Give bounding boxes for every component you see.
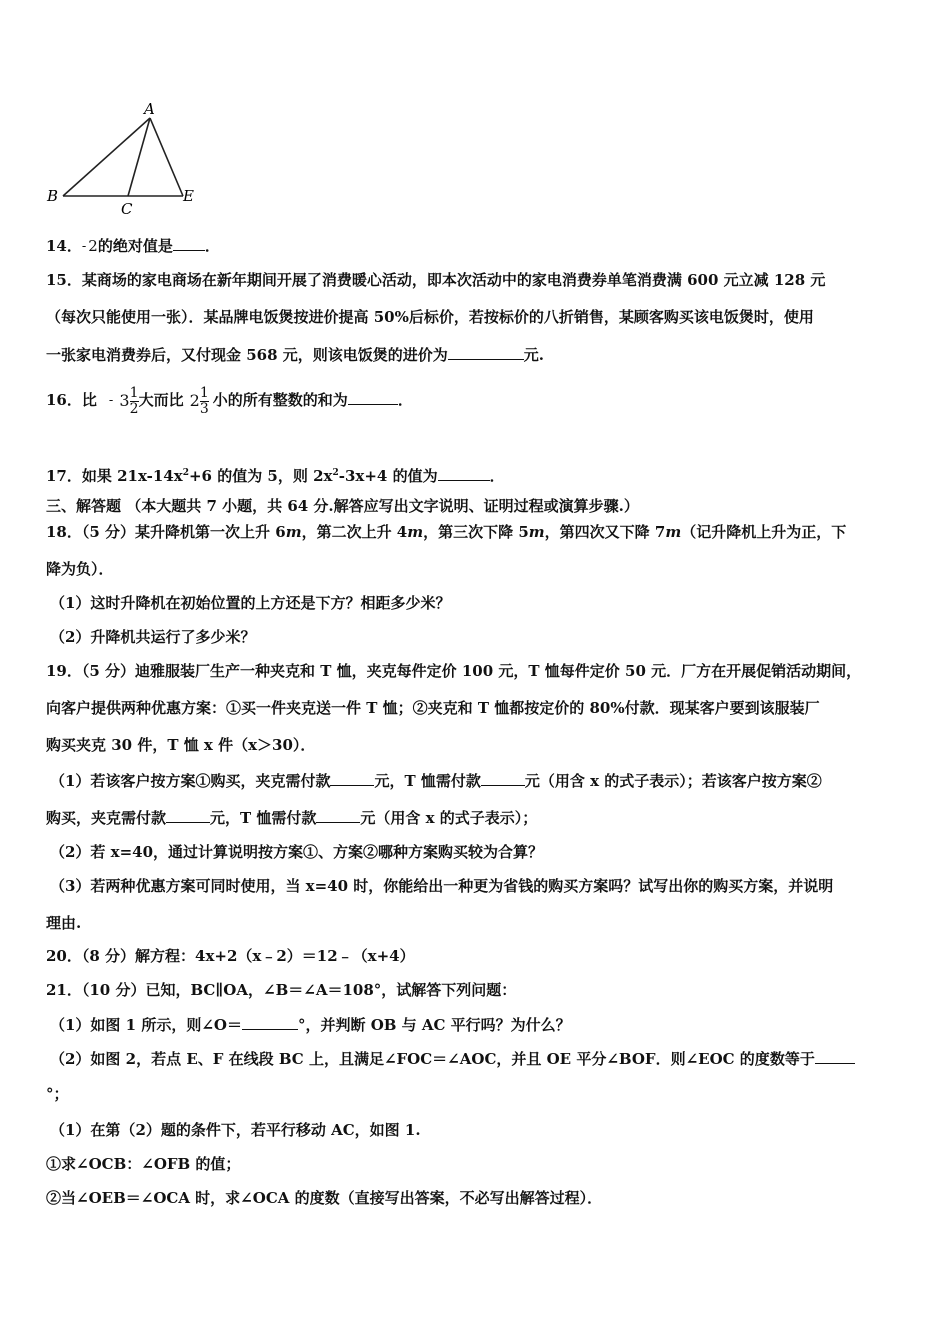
q16-frac1-num: 1 xyxy=(129,384,139,401)
label-b: B xyxy=(47,187,59,205)
q18-seg-b: ，第二次上升 4 xyxy=(301,523,408,541)
question-17 xyxy=(46,463,505,486)
section-3-heading: 三、解答题 （本大题共 7 小题，共 64 分.解答应写出文字说明、证明过程或演算步骤.） xyxy=(46,497,639,515)
question-21-part-3: （1）在第（2）题的条件下，若平行移动 AC，如图 1. xyxy=(50,1121,421,1139)
q16-fraction-2 xyxy=(200,386,209,417)
q14-neg-sign: - xyxy=(81,239,87,254)
question-21-part-2-line-1 xyxy=(50,1048,855,1069)
segment-ab xyxy=(63,118,150,196)
q16-frac2-num: 1 xyxy=(199,384,209,401)
q19-blank-4[interactable] xyxy=(316,807,360,823)
q18-seg-d: ，第四次又下降 7 xyxy=(544,523,666,541)
q14-answer-blank[interactable] xyxy=(173,235,205,251)
q19-blank-1[interactable] xyxy=(330,770,374,786)
question-21-sub-1: ①求∠OCB：∠OFB 的值； xyxy=(46,1155,241,1173)
q17-pre: 17．如果 21x-14x xyxy=(46,467,183,485)
q19-blank-2[interactable] xyxy=(481,770,525,786)
q16-end: ． xyxy=(397,391,413,409)
q16-mixed1-whole: 3 xyxy=(119,391,130,410)
question-18-line-2: 降为负）． xyxy=(46,560,114,578)
q18-unit-4: m xyxy=(665,523,682,541)
q19-p1-d: 购买，夹克需付款 xyxy=(46,809,167,827)
segment-ac xyxy=(128,118,150,196)
question-21-sub-2: ②当∠OEB＝∠OCA 时，求∠OCA 的度数（直接写出答案，不必写出解答过程）． xyxy=(46,1189,603,1207)
question-19-line-1: 19．（5 分）迪雅服装厂生产一种夹克和 T 恤，夹克每件定价 100 元，T 恤每件定价 50 元．厂方在开展促销活动期间， xyxy=(46,662,862,680)
question-18-part-2: （2）升降机共运行了多少米？ xyxy=(50,628,256,646)
q18-seg-a: 18．（5 分）某升降机第一次上升 6 xyxy=(46,523,286,541)
q17-exponent-1: 2 xyxy=(182,468,189,478)
q17-mid2: -3x+4 的值为 xyxy=(338,467,438,485)
q18-seg-c: ，第三次下降 5 xyxy=(423,523,529,541)
q19-p1-a: （1）若该客户按方案①购买，夹克需付款 xyxy=(50,772,331,790)
q14-text: 的绝对值是 xyxy=(97,237,173,255)
label-c: C xyxy=(121,200,133,218)
label-a: A xyxy=(144,100,155,118)
q15-line3-text: 一张家电消费券后，又付现金 568 元，则该电饭煲的进价为 xyxy=(46,346,448,364)
label-e: E xyxy=(183,187,194,205)
question-19-line-3: 购买夹克 30 件，T 恤 x 件（x＞30）． xyxy=(46,736,316,754)
q21-blank-2[interactable] xyxy=(815,1048,855,1064)
q19-blank-3[interactable] xyxy=(166,807,210,823)
question-21-part-2-line-2: °； xyxy=(46,1085,69,1103)
q14-value: 2 xyxy=(88,237,98,255)
q21-p1-b: °，并判断 OB 与 AC 平行吗？为什么？ xyxy=(297,1016,571,1034)
question-19-line-2: 向客户提供两种优惠方案：①买一件夹克送一件 T 恤；②夹克和 T 恤都按定价的 80%付款．现某客户要到该服装厂 xyxy=(46,699,820,717)
q16-mid: 大而比 xyxy=(138,391,184,409)
q15-line3-end: 元. xyxy=(523,346,544,364)
triangle-figure xyxy=(40,98,210,218)
q16-post: 小的所有整数的和为 xyxy=(212,391,348,409)
question-20: 20．（8 分）解方程：4x+2（x﹣2）＝12﹣（x+4） xyxy=(46,947,415,965)
segment-ae xyxy=(150,118,183,196)
q19-p1-b: 元，T 恤需付款 xyxy=(374,772,481,790)
q21-p2-a: （2）如图 2，若点 E、F 在线段 BC 上，且满足∠FOC＝∠AOC，并且 OE 平分∠BOF．则∠EOC 的度数等于 xyxy=(50,1050,815,1068)
q17-mid1: +6 的值为 5，则 2x xyxy=(188,467,333,485)
q16-neg-sign: - xyxy=(108,393,118,408)
q17-exponent-2: 2 xyxy=(332,468,339,478)
question-15-line-2: （每次只能使用一张）．某品牌电饭煲按进价提高 50%后标价，若按标价的八折销售，某顾客购买该电饭煲时，使用 xyxy=(46,308,814,326)
question-19-part-1-line-2 xyxy=(46,807,537,828)
q21-blank-1[interactable] xyxy=(242,1014,298,1030)
question-15-line-3 xyxy=(46,344,544,365)
question-19-part-3-line-2: 理由. xyxy=(46,914,82,932)
q18-seg-e: （记升降机上升为正，下 xyxy=(681,523,847,541)
q17-answer-blank[interactable] xyxy=(438,465,490,481)
q18-unit-1: m xyxy=(285,523,302,541)
q19-p1-e: 元，T 恤需付款 xyxy=(210,809,317,827)
q14-end: ． xyxy=(204,237,220,255)
question-19-part-2: （2）若 x=40，通过计算说明按方案①、方案②哪种方案购买较为合算？ xyxy=(50,843,544,861)
q19-p1-c: 元（用含 x 的式子表示）；若该客户按方案② xyxy=(524,772,822,790)
q16-frac2-den: 3 xyxy=(199,400,209,417)
question-21-part-1 xyxy=(50,1014,571,1035)
question-15-line-1: 15．某商场的家电商场在新年期间开展了消费暖心活动，即本次活动中的家电消费券单笔消费满 600 元立减 128 元 xyxy=(46,271,826,289)
q18-unit-2: m xyxy=(407,523,424,541)
question-18-line-1 xyxy=(46,522,846,542)
question-21-line-1: 21．（10 分）已知，BC∥OA，∠B＝∠A＝108°，试解答下列问题： xyxy=(46,981,517,999)
q16-frac1-den: 2 xyxy=(129,400,139,417)
q16-number: 16．比 xyxy=(46,391,97,409)
q16-answer-blank[interactable] xyxy=(348,389,398,405)
q19-p1-f: 元（用含 x 的式子表示）； xyxy=(360,809,538,827)
question-16 xyxy=(46,382,413,419)
question-19-part-1-line-1 xyxy=(50,770,822,791)
q18-unit-3: m xyxy=(528,523,545,541)
q14-number: 14． xyxy=(46,237,82,255)
q15-answer-blank[interactable] xyxy=(448,344,524,360)
question-14 xyxy=(46,235,220,257)
q17-end: ． xyxy=(489,467,505,485)
q21-p1-a: （1）如图 1 所示，则∠O＝ xyxy=(50,1016,242,1034)
q16-mixed2-whole: 2 xyxy=(189,391,200,410)
question-18-part-1: （1）这时升降机在初始位置的上方还是下方？相距多少米？ xyxy=(50,594,451,612)
question-19-part-3-line-1: （3）若两种优惠方案可同时使用，当 x=40 时，你能给出一种更为省钱的购买方案吗？试写出你的购买方案，并说明 xyxy=(50,877,834,895)
q16-fraction-1 xyxy=(130,386,139,417)
